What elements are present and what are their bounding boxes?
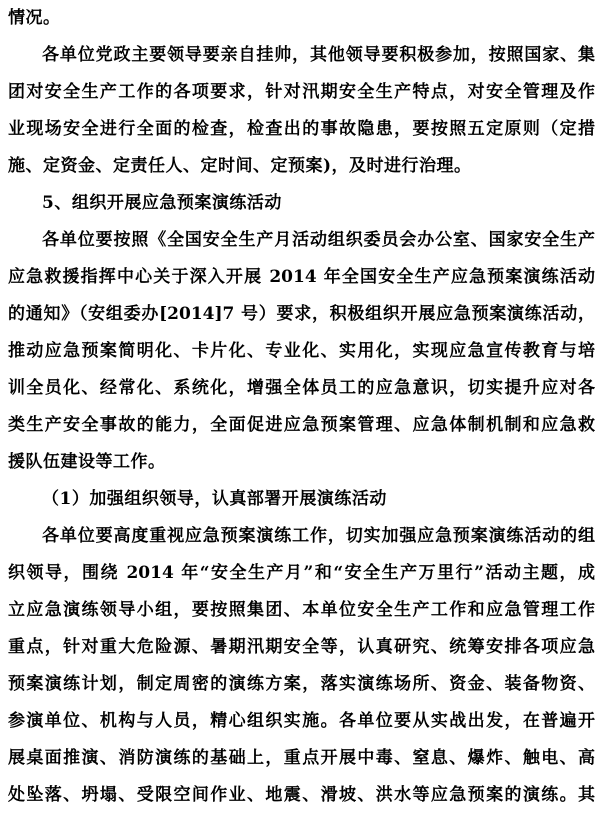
text-line: （1）加强组织领导，认真部署开展演练活动 — [42, 489, 387, 509]
text-line: 各单位党政主要领导要亲自挂帅，其他领导要积极参加，按照国家、集 — [42, 45, 595, 65]
text-line: 展桌面推演、消防演练的基础上，重点开展中毒、窒息、爆炸、触电、高 — [8, 748, 595, 768]
paragraph-body — [8, 518, 595, 814]
text-line: 各单位要高度重视应急预案演练工作，切实加强应急预案演练活动的组 — [42, 526, 595, 546]
text-line: 参演单位、机构与人员，精心组织实施。各单位要从实战出发，在普遍开 — [8, 711, 595, 731]
text-line: 重点，针对重大危险源、暑期汛期安全等，认真研究、统筹安排各项应急 — [8, 637, 595, 657]
text-line: 5、组织开展应急预案演练活动 — [42, 193, 282, 213]
paragraph-body-continuation — [8, 0, 595, 37]
text-line: 立应急演练领导小组，要按照集团、本单位安全生产工作和应急管理工作 — [8, 600, 595, 620]
text-line: 类生产安全事故的能力，全面促进应急预案管理、应急体制机制和应急救 — [8, 415, 595, 435]
text-line: 的通知》（安组委办[2014]7 号）要求，积极组织开展应急预案演练活动， — [8, 304, 595, 324]
text-line: 预案演练计划，制定周密的演练方案，落实演练场所、资金、装备物资、 — [8, 674, 595, 694]
text-line: 应急救援指挥中心关于深入开展 2014 年全国安全生产应急预案演练活动 — [8, 267, 595, 287]
text-line: 业现场安全进行全面的检查，检查出的事故隐患，要按照五定原则（定措 — [8, 119, 595, 139]
paragraph-numbered-heading — [8, 185, 595, 222]
text-line: 训全员化、经常化、系统化，增强全体员工的应急意识，切实提升应对各 — [8, 378, 595, 398]
text-line: 情况。 — [8, 8, 61, 28]
text-line: 处坠落、坍塌、受限空间作业、地震、滑坡、洪水等应急预案的演练。其 — [8, 785, 595, 805]
paragraph-sub-heading — [8, 481, 595, 518]
paragraph-body — [8, 222, 595, 481]
paragraph-body — [8, 37, 595, 185]
text-line: 施、定资金、定责任人、定时间、定预案)，及时进行治理。 — [8, 156, 472, 176]
text-line: 织领导，围绕 2014 年“安全生产月”和“安全生产万里行”活动主题，成 — [8, 563, 595, 583]
text-line: 推动应急预案简明化、卡片化、专业化、实用化，实现应急宣传教育与培 — [8, 341, 595, 361]
text-line: 各单位要按照《全国安全生产月活动组织委员会办公室、国家安全生产 — [42, 230, 595, 250]
text-line: 团对安全生产工作的各项要求，针对汛期安全生产特点，对安全管理及作 — [8, 82, 595, 102]
text-line: 援队伍建设等工作。 — [8, 452, 166, 472]
